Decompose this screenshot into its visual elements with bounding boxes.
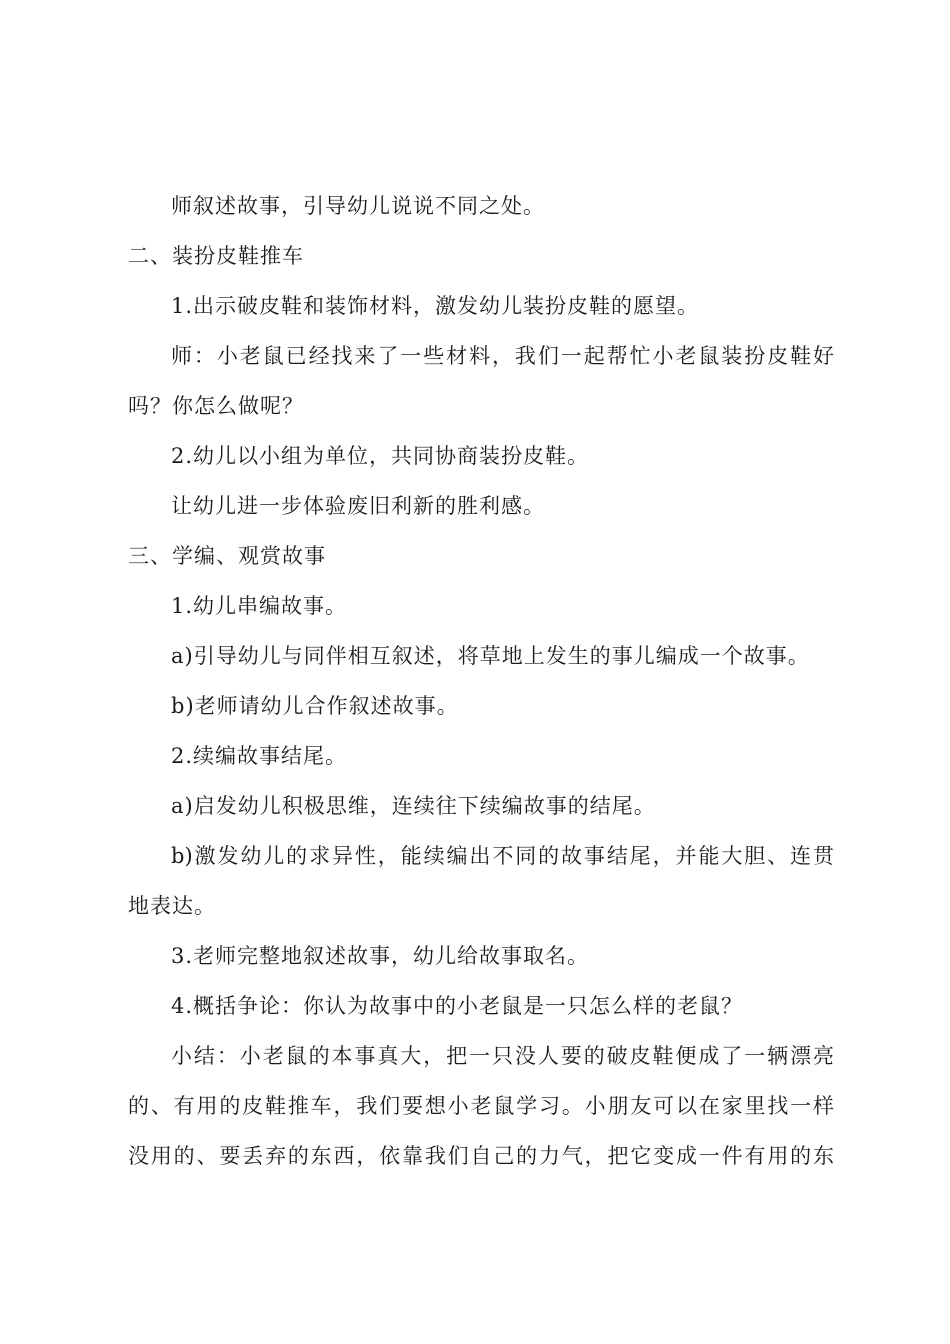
section-heading: 三、学编、观赏故事 [128, 544, 326, 568]
paragraph-line: 3.老师完整地叙述故事，幼儿给故事取名。 [171, 944, 590, 968]
paragraph-line: a)启发幼儿积极思维，连续往下续编故事的结尾。 [171, 794, 656, 818]
paragraph-line: a)引导幼儿与同伴相互叙述，将草地上发生的事儿编成一个故事。 [171, 644, 810, 668]
paragraph-line: 2.续编故事结尾。 [171, 744, 348, 768]
paragraph-line: b)激发幼儿的求异性，能续编出不同的故事结尾，并能大胆、连贯 [171, 844, 834, 868]
paragraph-line: 师：小老鼠已经找来了一些材料，我们一起帮忙小老鼠装扮皮鞋好 [171, 344, 834, 368]
paragraph-line: 1.出示破皮鞋和装饰材料，激发幼儿装扮皮鞋的愿望。 [171, 294, 700, 318]
paragraph-line: 让幼儿进一步体验废旧利新的胜利感。 [171, 494, 545, 518]
section-heading: 二、装扮皮鞋推车 [128, 244, 304, 268]
paragraph-line: 没用的、要丢弃的东西，依靠我们自己的力气，把它变成一件有用的东 [128, 1144, 834, 1168]
paragraph-line: 小结：小老鼠的本事真大，把一只没人要的破皮鞋便成了一辆漂亮 [171, 1044, 834, 1068]
paragraph-line: 师叙述故事，引导幼儿说说不同之处。 [171, 194, 545, 218]
paragraph-line: 2.幼儿以小组为单位，共同协商装扮皮鞋。 [171, 444, 590, 468]
paragraph-line: 的、有用的皮鞋推车，我们要想小老鼠学习。小朋友可以在家里找一样 [128, 1094, 834, 1118]
paragraph-line: 1.幼儿串编故事。 [171, 594, 348, 618]
paragraph-line: 吗？你怎么做呢？ [128, 394, 304, 418]
paragraph-line: b)老师请幼儿合作叙述故事。 [171, 694, 459, 718]
paragraph-line: 地表达。 [128, 894, 216, 918]
paragraph-line: 4.概括争论：你认为故事中的小老鼠是一只怎么样的老鼠？ [171, 994, 744, 1018]
